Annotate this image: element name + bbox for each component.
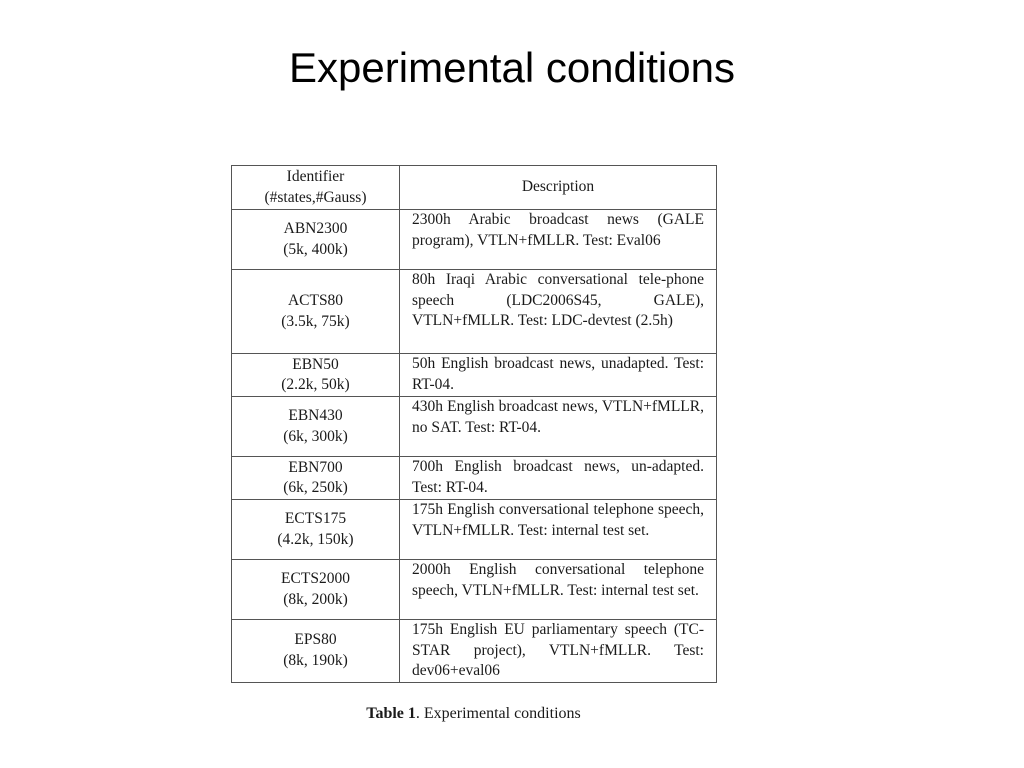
identifier-name: ABN2300 [283, 220, 348, 237]
description-cell: 175h English conversational telephone speech, VTLN+fMLLR. Test: internal test set. [400, 500, 717, 560]
identifier-params: (2.2k, 50k) [281, 376, 350, 393]
description-cell: 50h English broadcast news, unadapted. Test: RT-04. [400, 354, 717, 397]
table-row [232, 210, 717, 270]
identifier-cell [232, 270, 400, 354]
table-header-row [232, 166, 717, 210]
header-identifier-sublabel: (#states,#Gauss) [264, 188, 367, 206]
description-cell: 80h Iraqi Arabic conversational tele-phone speech (LDC2006S45, GALE), VTLN+fMLLR. Test: LDC-devtest (2.5h) [400, 270, 717, 354]
table-caption [0, 705, 947, 723]
description-cell: 430h English broadcast news, VTLN+fMLLR, no SAT. Test: RT-04. [400, 397, 717, 457]
experimental-conditions-table [231, 165, 717, 683]
identifier-name: EBN50 [292, 355, 339, 373]
identifier-cell [232, 210, 400, 270]
table-row [232, 397, 717, 457]
table-row [232, 560, 717, 620]
identifier-name: EBN430 [288, 407, 343, 424]
identifier-cell [232, 457, 400, 500]
identifier-params: (8k, 190k) [283, 651, 348, 669]
description-cell: 2000h English conversational telephone speech, VTLN+fMLLR. Test: internal test set. [400, 560, 717, 620]
caption-label: Table 1 [366, 705, 416, 722]
header-identifier-label: Identifier [286, 168, 345, 185]
identifier-params: (3.5k, 75k) [281, 312, 350, 330]
identifier-params: (6k, 300k) [283, 427, 348, 445]
identifier-cell [232, 620, 400, 683]
identifier-cell [232, 500, 400, 560]
caption-text: . Experimental conditions [415, 705, 581, 722]
table-row [232, 457, 717, 500]
header-description: Description [400, 166, 717, 210]
slide-title: Experimental conditions [289, 44, 735, 91]
table-container [231, 165, 716, 683]
identifier-name: EBN700 [288, 458, 343, 476]
identifier-params: (5k, 400k) [283, 240, 348, 258]
table-row [232, 270, 717, 354]
header-identifier [232, 166, 400, 210]
description-cell: 2300h Arabic broadcast news (GALE program), VTLN+fMLLR. Test: Eval06 [400, 210, 717, 270]
identifier-name: EPS80 [294, 631, 337, 649]
description-cell: 175h English EU parliamentary speech (TC-STAR project), VTLN+fMLLR. Test: dev06+eval06 [400, 620, 717, 683]
identifier-cell [232, 397, 400, 457]
identifier-params: (8k, 200k) [283, 590, 348, 608]
table-row [232, 620, 717, 683]
identifier-name: ACTS80 [287, 292, 344, 309]
identifier-name: ECTS2000 [281, 570, 350, 587]
table-row [232, 500, 717, 560]
identifier-name: ECTS175 [284, 510, 347, 527]
description-cell: 700h English broadcast news, un-adapted. Test: RT-04. [400, 457, 717, 500]
identifier-cell [232, 560, 400, 620]
identifier-cell [232, 354, 400, 397]
identifier-params: (6k, 250k) [283, 479, 348, 496]
table-row [232, 354, 717, 397]
identifier-params: (4.2k, 150k) [277, 530, 354, 548]
